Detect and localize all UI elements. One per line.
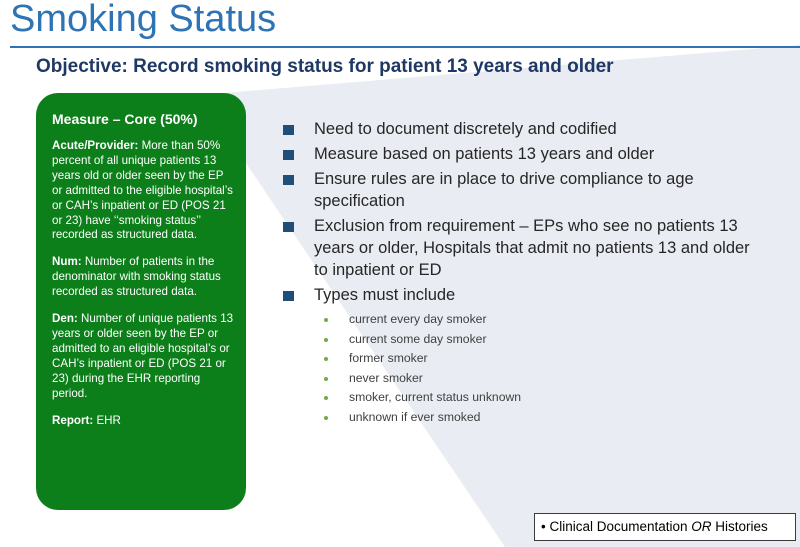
bullet-item <box>283 143 753 165</box>
numerator-text: Number of patients in the denominator with smoking status recorded as structured data. <box>52 255 221 299</box>
bullet-item <box>283 118 753 140</box>
numerator-label: Num: <box>52 255 82 269</box>
square-bullet-icon <box>283 175 294 185</box>
dot-bullet-icon <box>324 338 328 342</box>
bullet-text: Measure based on patients 13 years and older <box>314 145 655 163</box>
smoking-type-text: never smoker <box>349 370 423 385</box>
note-emphasis: OR <box>691 519 712 534</box>
acute-provider-label: Acute/Provider: <box>52 139 139 152</box>
main-bullet-list <box>283 118 753 430</box>
square-bullet-icon <box>283 222 294 232</box>
title-underline <box>10 46 800 48</box>
acute-provider-block <box>52 139 236 243</box>
bullet-item <box>283 168 753 212</box>
slide-objective: Objective: Record smoking status for patient 13 years and older <box>36 56 614 77</box>
numerator-block <box>52 255 236 300</box>
dot-bullet-icon <box>324 396 328 400</box>
acute-provider-text: More than 50% percent of all unique patients 13 years old or older seen by the EP or admitted to the eligible hospital’s or CAH’s inpatient or ED (POS 21 or 23) have ‘‘smoking status’’ recorded as structured data. <box>52 139 233 242</box>
measure-heading: Measure – Core (50%) <box>52 111 198 127</box>
dot-bullet-icon <box>324 377 328 381</box>
report-block <box>52 414 236 429</box>
bullet-text: Need to document discretely and codified <box>314 120 617 138</box>
clinical-documentation-note <box>534 513 796 541</box>
smoking-type-item <box>314 388 753 408</box>
square-bullet-icon <box>283 150 294 160</box>
bullet-text: Ensure rules are in place to drive compliance to age specification <box>314 170 694 210</box>
denominator-block <box>52 312 236 401</box>
smoking-type-item <box>314 408 753 428</box>
denominator-label: Den: <box>52 312 78 326</box>
smoking-type-text: former smoker <box>349 351 428 365</box>
dot-bullet-icon <box>324 318 328 322</box>
note-suffix: Histories <box>711 519 768 534</box>
bullet-text: Types must include <box>314 286 456 304</box>
denominator-text: Number of unique patients 13 years or older seen by the EP or admitted to an eligible hospital’s or CAH’s inpatient or ED (POS 21 or 23) during the EHR reporting period. <box>52 312 234 400</box>
smoking-type-item <box>314 369 753 389</box>
bullet-item <box>283 284 753 427</box>
smoking-type-item <box>314 330 753 350</box>
smoking-type-text: current every day smoker <box>349 312 487 326</box>
smoking-types-list <box>314 310 753 427</box>
smoking-type-item <box>314 349 753 369</box>
square-bullet-icon <box>283 291 294 301</box>
note-prefix: • Clinical Documentation <box>541 519 692 534</box>
slide-title: Smoking Status <box>10 0 277 40</box>
smoking-type-text: unknown if ever smoked <box>349 409 481 424</box>
report-text: EHR <box>93 413 121 427</box>
square-bullet-icon <box>283 125 294 135</box>
smoking-type-text: current some day smoker <box>349 331 487 346</box>
measure-core-box <box>36 93 246 510</box>
bullet-text: Exclusion from requirement – EPs who see no patients 13 years or older, Hospitals that admit no patients 13 and older to inpatient or ED <box>314 217 750 279</box>
report-label: Report: <box>52 413 94 427</box>
smoking-type-item <box>314 310 753 330</box>
dot-bullet-icon <box>324 357 328 361</box>
smoking-type-text: smoker, current status unknown <box>349 390 522 404</box>
bullet-item <box>283 215 753 281</box>
dot-bullet-icon <box>324 416 328 420</box>
